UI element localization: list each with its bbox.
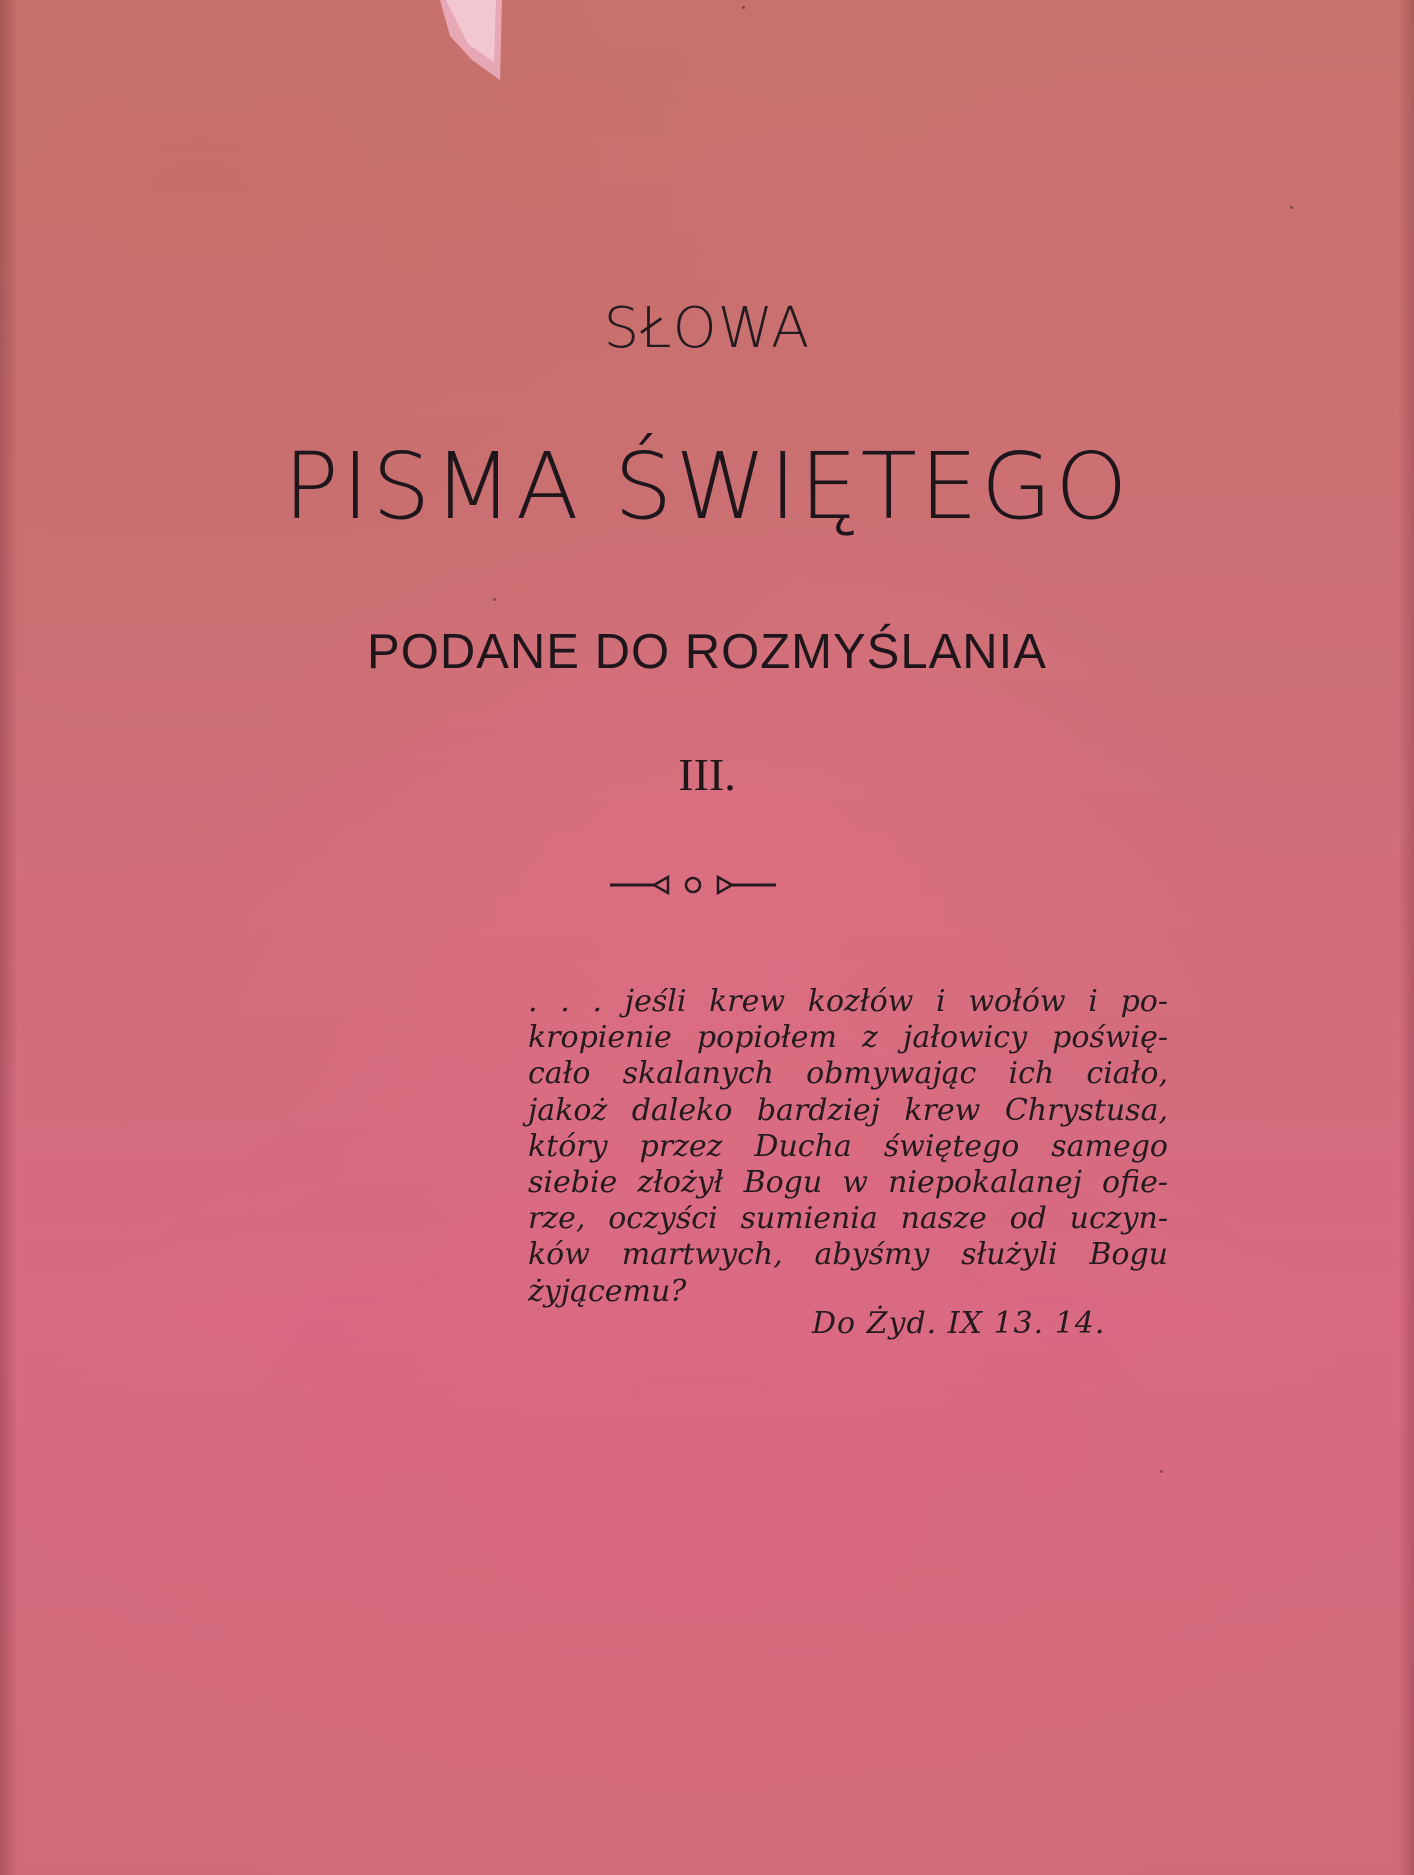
quote-line: . . . jeśli krew kozłów i wołów i po- xyxy=(528,984,1168,1019)
subtitle: PODANE DO ROZMYŚLANIA xyxy=(367,625,1047,679)
quote-line: ków martwych, abyśmy służyli Bogu xyxy=(528,1237,1168,1273)
ornament-divider xyxy=(608,870,778,900)
right-edge-shadow xyxy=(1398,0,1414,1875)
quote-line: który przez Ducha świętego samego xyxy=(528,1128,1168,1164)
quote-line: cało skalanych obmywając ich ciało, xyxy=(528,1056,1168,1092)
volume-number: III. xyxy=(678,749,736,800)
quote-line: rze, oczyści sumienia nasze od uczyn- xyxy=(528,1201,1168,1237)
title-line-1: SŁOWA xyxy=(603,296,811,361)
quote-line: jakoż daleko bardziej krew Chrystusa, xyxy=(528,1092,1168,1128)
scripture-citation: Do Żyd. IX 13. 14. xyxy=(812,1306,1106,1341)
paper-speck xyxy=(493,598,496,601)
torn-corner xyxy=(432,0,504,88)
paper-speck xyxy=(742,6,745,9)
paper-speck xyxy=(1160,1470,1163,1473)
title-line-2: PISMA ŚWIĘTEGO xyxy=(283,433,1131,540)
scripture-quote xyxy=(528,984,1168,1310)
quote-line: żyjącemu? xyxy=(528,1273,687,1309)
paper-speck xyxy=(1290,206,1293,209)
left-edge-shadow xyxy=(0,0,18,1875)
quote-line: kropienie popiołem z jałowicy poświę- xyxy=(528,1020,1168,1056)
quote-line: siebie złożył Bogu w niepokalanej ofie- xyxy=(528,1165,1168,1201)
